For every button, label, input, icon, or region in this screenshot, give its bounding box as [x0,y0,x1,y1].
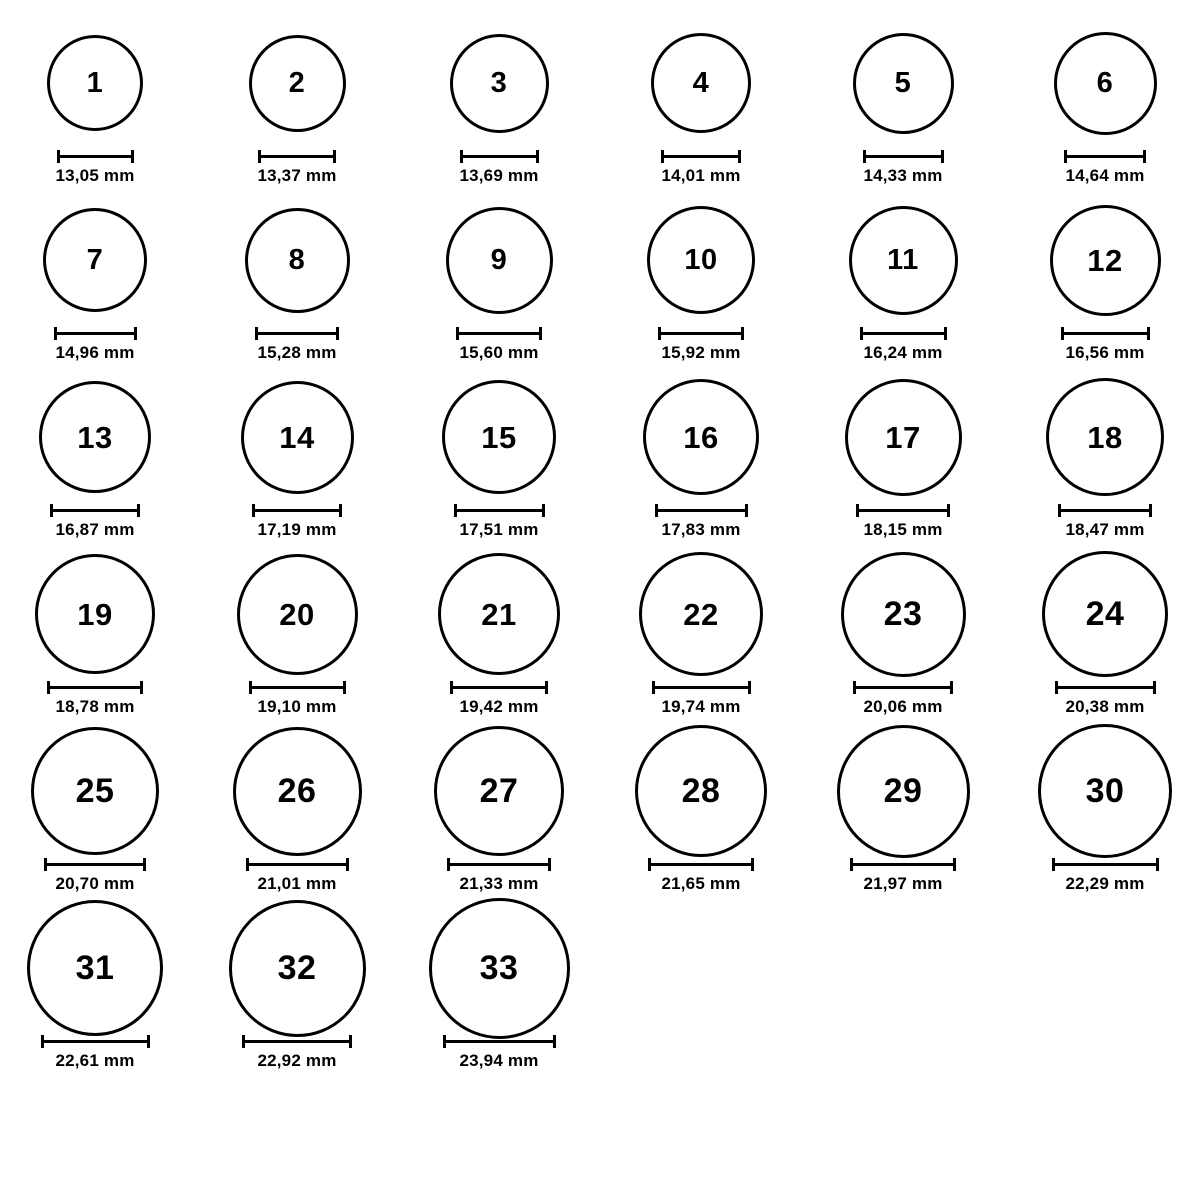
measure-line [1061,332,1150,335]
ring-circle-icon [27,900,163,1036]
diameter-measure-bar [454,504,545,516]
measure-tick-right [131,150,134,163]
ring-circle-wrap [853,18,954,148]
measure-line [853,686,953,689]
diameter-label: 14,01 mm [661,166,741,185]
diameter-measure-bar [655,504,748,516]
measure-tick-right [140,681,143,694]
ring-size-cell [606,195,796,372]
measure-tick-left [454,504,457,517]
diameter-label: 19,42 mm [459,697,539,716]
measure-line [652,686,751,689]
diameter-label: 15,60 mm [459,343,539,362]
diameter-label: 13,37 mm [257,166,337,185]
ring-circle-wrap [237,549,358,679]
diameter-measure-bar [44,858,146,870]
ring-circle-wrap [1046,372,1164,502]
ring-circle-wrap [43,195,147,325]
diameter-label: 16,56 mm [1065,343,1145,362]
ring-circle-icon [849,206,958,315]
ring-circle-wrap [647,195,755,325]
ring-circle-icon [446,207,553,314]
ring-size-number: 26 [277,772,317,810]
ring-size-number: 3 [490,66,508,99]
measure-tick-left [860,327,863,340]
ring-size-number: 2 [288,66,306,99]
measure-tick-right [536,150,539,163]
measure-tick-left [447,858,450,871]
diameter-measure-bar [658,327,744,339]
diameter-label: 22,92 mm [257,1051,337,1070]
ring-size-number: 24 [1085,595,1125,633]
measure-tick-right [349,1035,352,1048]
ring-circle-wrap [249,18,346,148]
diameter-label: 21,97 mm [863,874,943,893]
measure-line [47,686,143,689]
measure-line [50,509,140,512]
measure-tick-left [252,504,255,517]
measure-line [1052,863,1159,866]
ring-size-cell [404,549,594,726]
measure-line [863,155,944,158]
ring-circle-wrap [233,726,362,856]
measure-tick-left [1052,858,1055,871]
ring-size-number: 31 [75,949,115,987]
ring-size-number: 11 [887,243,919,276]
measure-tick-left [242,1035,245,1048]
measure-tick-right [1153,681,1156,694]
diameter-label: 17,51 mm [459,520,539,539]
measure-line [856,509,950,512]
ring-size-cell [0,195,190,372]
ring-size-number: 21 [481,596,517,632]
measure-tick-right [333,150,336,163]
ring-circle-icon [237,554,358,675]
diameter-measure-bar [450,681,548,693]
measure-line [242,1040,352,1043]
measure-tick-right [1149,504,1152,517]
diameter-label: 22,29 mm [1065,874,1145,893]
diameter-measure-bar [863,150,944,162]
ring-circle-icon [1054,32,1157,135]
ring-circle-icon [47,35,143,131]
ring-circle-icon [853,33,954,134]
ring-circle-icon [229,900,366,1037]
measure-tick-left [443,1035,446,1048]
ring-circle-wrap [639,549,763,679]
ring-circle-icon [643,379,759,495]
ring-circle-wrap [429,903,570,1033]
ring-circle-wrap [229,903,366,1033]
measure-tick-right [147,1035,150,1048]
measure-tick-left [1055,681,1058,694]
ring-size-cell [808,549,998,726]
ring-size-cell [1010,18,1200,195]
measure-tick-left [258,150,261,163]
measure-line [661,155,741,158]
measure-line [1058,509,1152,512]
ring-circle-icon [1050,205,1161,316]
ring-size-number: 9 [490,243,508,276]
ring-size-cell [0,18,190,195]
measure-line [450,686,548,689]
measure-tick-right [548,858,551,871]
ring-size-cell [1010,195,1200,372]
ring-size-number: 4 [692,66,710,99]
ring-size-cell [0,549,190,726]
diameter-label: 17,19 mm [257,520,337,539]
ring-circle-wrap [1050,195,1161,325]
measure-tick-right [346,858,349,871]
measure-tick-left [54,327,57,340]
measure-tick-left [652,681,655,694]
diameter-label: 15,92 mm [661,343,741,362]
measure-tick-right [343,681,346,694]
ring-size-number: 20 [279,596,315,632]
ring-size-cell [404,903,594,1080]
ring-size-cell [404,195,594,372]
ring-circle-icon [233,727,362,856]
measure-line [454,509,545,512]
measure-line [258,155,336,158]
measure-tick-right [134,327,137,340]
measure-line [655,509,748,512]
ring-size-number: 15 [481,419,517,455]
measure-tick-right [553,1035,556,1048]
diameter-measure-bar [443,1035,556,1047]
ring-size-cell [808,18,998,195]
ring-circle-icon [241,381,354,494]
measure-tick-right [738,150,741,163]
measure-line [41,1040,150,1043]
measure-tick-right [143,858,146,871]
ring-size-number: 30 [1085,772,1125,810]
ring-circle-wrap [1054,18,1157,148]
measure-line [443,1040,556,1043]
diameter-label: 20,06 mm [863,697,943,716]
diameter-measure-bar [1058,504,1152,516]
ring-circle-icon [837,725,970,858]
diameter-label: 20,70 mm [55,874,135,893]
diameter-label: 23,94 mm [459,1051,539,1070]
diameter-measure-bar [249,681,346,693]
measure-tick-right [944,327,947,340]
measure-tick-right [953,858,956,871]
measure-tick-right [751,858,754,871]
measure-tick-right [950,681,953,694]
measure-tick-left [1058,504,1061,517]
measure-tick-left [460,150,463,163]
ring-circle-icon [35,554,155,674]
diameter-label: 19,74 mm [661,697,741,716]
diameter-label: 16,24 mm [863,343,943,362]
ring-size-number: 1 [86,66,104,99]
ring-size-number: 29 [883,772,923,810]
ring-circle-wrap [1038,726,1172,856]
measure-tick-left [50,504,53,517]
ring-circle-wrap [450,18,549,148]
diameter-label: 19,10 mm [257,697,337,716]
measure-line [1055,686,1156,689]
ring-circle-icon [651,33,751,133]
diameter-measure-bar [447,858,551,870]
measure-line [456,332,542,335]
ring-circle-icon [31,727,159,855]
ring-circle-icon [438,553,560,675]
ring-circle-wrap [438,549,560,679]
diameter-measure-bar [242,1035,352,1047]
ring-size-cell [404,372,594,549]
measure-line [57,155,134,158]
ring-size-number: 14 [279,419,315,455]
measure-line [658,332,744,335]
ring-circle-wrap [446,195,553,325]
measure-tick-left [655,504,658,517]
measure-tick-right [1143,150,1146,163]
ring-size-cell [0,903,190,1080]
ring-circle-wrap [635,726,767,856]
ring-size-cell [202,549,392,726]
ring-circle-icon [39,381,151,493]
ring-size-cell [0,372,190,549]
diameter-measure-bar [255,327,339,339]
measure-tick-left [255,327,258,340]
measure-tick-left [648,858,651,871]
diameter-label: 13,05 mm [55,166,135,185]
ring-circle-icon [43,208,147,312]
measure-tick-right [741,327,744,340]
ring-circle-icon [450,34,549,133]
ring-circle-wrap [643,372,759,502]
ring-circle-icon [647,206,755,314]
ring-size-cell [1010,549,1200,726]
diameter-label: 18,78 mm [55,697,135,716]
measure-tick-left [853,681,856,694]
diameter-label: 18,15 mm [863,520,943,539]
measure-tick-left [47,681,50,694]
measure-tick-right [545,681,548,694]
diameter-measure-bar [1061,327,1150,339]
ring-size-cell [202,18,392,195]
measure-tick-left [57,150,60,163]
diameter-measure-bar [460,150,539,162]
ring-circle-wrap [442,372,556,502]
diameter-measure-bar [648,858,754,870]
ring-size-cell [1010,726,1200,903]
diameter-label: 17,83 mm [661,520,741,539]
measure-tick-left [863,150,866,163]
ring-circle-icon [1038,724,1172,858]
measure-tick-left [456,327,459,340]
ring-circle-wrap [651,18,751,148]
ring-size-number: 23 [883,595,923,633]
diameter-label: 21,65 mm [661,874,741,893]
diameter-label: 20,38 mm [1065,697,1145,716]
measure-line [460,155,539,158]
diameter-measure-bar [856,504,950,516]
ring-size-cell [1010,372,1200,549]
diameter-measure-bar [860,327,947,339]
ring-size-cell [606,372,796,549]
diameter-measure-bar [850,858,956,870]
measure-tick-left [658,327,661,340]
measure-tick-left [246,858,249,871]
ring-circle-icon [1046,378,1164,496]
ring-size-cell [202,903,392,1080]
measure-tick-left [1061,327,1064,340]
ring-circle-wrap [1042,549,1168,679]
diameter-label: 16,87 mm [55,520,135,539]
ring-circle-icon [1042,551,1168,677]
ring-size-cell [606,549,796,726]
measure-line [447,863,551,866]
diameter-measure-bar [252,504,342,516]
ring-circle-wrap [837,726,970,856]
diameter-measure-bar [57,150,134,162]
ring-circle-icon [434,726,564,856]
diameter-label: 21,01 mm [257,874,337,893]
ring-size-cell [404,18,594,195]
ring-size-number: 33 [479,949,519,987]
diameter-measure-bar [1064,150,1146,162]
diameter-measure-bar [41,1035,150,1047]
measure-tick-right [748,681,751,694]
diameter-label: 14,33 mm [863,166,943,185]
ring-circle-wrap [841,549,966,679]
ring-circle-wrap [849,195,958,325]
ring-circle-wrap [434,726,564,856]
ring-circle-icon [442,380,556,494]
measure-tick-right [137,504,140,517]
diameter-measure-bar [853,681,953,693]
diameter-measure-bar [246,858,349,870]
ring-circle-wrap [31,726,159,856]
ring-size-cell [808,195,998,372]
ring-size-number: 27 [479,772,519,810]
diameter-label: 14,96 mm [55,343,135,362]
measure-line [44,863,146,866]
ring-size-cell [202,195,392,372]
measure-line [850,863,956,866]
measure-line [1064,155,1146,158]
ring-circle-wrap [47,18,143,148]
ring-size-cell [808,726,998,903]
measure-tick-left [44,858,47,871]
diameter-label: 15,28 mm [257,343,337,362]
ring-size-number: 6 [1096,66,1114,99]
ring-circle-icon [845,379,962,496]
ring-size-number: 18 [1087,419,1123,455]
diameter-measure-bar [1052,858,1159,870]
measure-line [54,332,137,335]
measure-tick-right [1156,858,1159,871]
measure-tick-left [856,504,859,517]
measure-tick-right [542,504,545,517]
diameter-measure-bar [50,504,140,516]
measure-tick-left [850,858,853,871]
measure-tick-right [539,327,542,340]
ring-circle-wrap [245,195,350,325]
diameter-measure-bar [47,681,143,693]
ring-circle-icon [245,208,350,313]
ring-size-grid [0,18,1200,1080]
measure-line [252,509,342,512]
measure-tick-right [947,504,950,517]
measure-line [648,863,754,866]
measure-tick-left [41,1035,44,1048]
ring-size-cell [202,726,392,903]
measure-tick-right [1147,327,1150,340]
measure-tick-left [450,681,453,694]
measure-line [860,332,947,335]
ring-circle-wrap [27,903,163,1033]
measure-tick-right [336,327,339,340]
measure-tick-right [745,504,748,517]
ring-circle-wrap [39,372,151,502]
ring-size-number: 19 [77,596,113,632]
ring-circle-wrap [35,549,155,679]
ring-size-number: 17 [885,419,921,455]
measure-line [246,863,349,866]
ring-circle-icon [635,725,767,857]
ring-circle-icon [639,552,763,676]
ring-size-number: 8 [288,243,306,276]
measure-tick-left [661,150,664,163]
diameter-measure-bar [54,327,137,339]
ring-size-number: 7 [86,243,104,276]
ring-circle-icon [841,552,966,677]
diameter-label: 22,61 mm [55,1051,135,1070]
diameter-label: 18,47 mm [1065,520,1145,539]
ring-size-number: 5 [894,66,912,99]
measure-tick-left [249,681,252,694]
ring-size-number: 28 [681,772,721,810]
diameter-measure-bar [652,681,751,693]
ring-size-number: 12 [1087,242,1123,278]
ring-size-cell [202,372,392,549]
diameter-measure-bar [661,150,741,162]
ring-circle-icon [429,898,570,1039]
ring-circle-wrap [241,372,354,502]
ring-size-number: 32 [277,949,317,987]
ring-size-cell [606,18,796,195]
measure-line [255,332,339,335]
diameter-measure-bar [456,327,542,339]
ring-circle-wrap [845,372,962,502]
ring-size-number: 25 [75,772,115,810]
ring-size-number: 13 [77,419,113,455]
measure-tick-right [339,504,342,517]
ring-size-number: 16 [683,419,719,455]
measure-tick-right [941,150,944,163]
measure-tick-left [1064,150,1067,163]
diameter-label: 13,69 mm [459,166,539,185]
ring-size-cell [404,726,594,903]
ring-size-number: 10 [684,243,718,276]
diameter-measure-bar [1055,681,1156,693]
ring-size-number: 22 [683,596,719,632]
ring-size-cell [606,726,796,903]
ring-circle-icon [249,35,346,132]
ring-size-cell [0,726,190,903]
diameter-label: 14,64 mm [1065,166,1145,185]
measure-line [249,686,346,689]
diameter-measure-bar [258,150,336,162]
diameter-label: 21,33 mm [459,874,539,893]
ring-size-cell [808,372,998,549]
